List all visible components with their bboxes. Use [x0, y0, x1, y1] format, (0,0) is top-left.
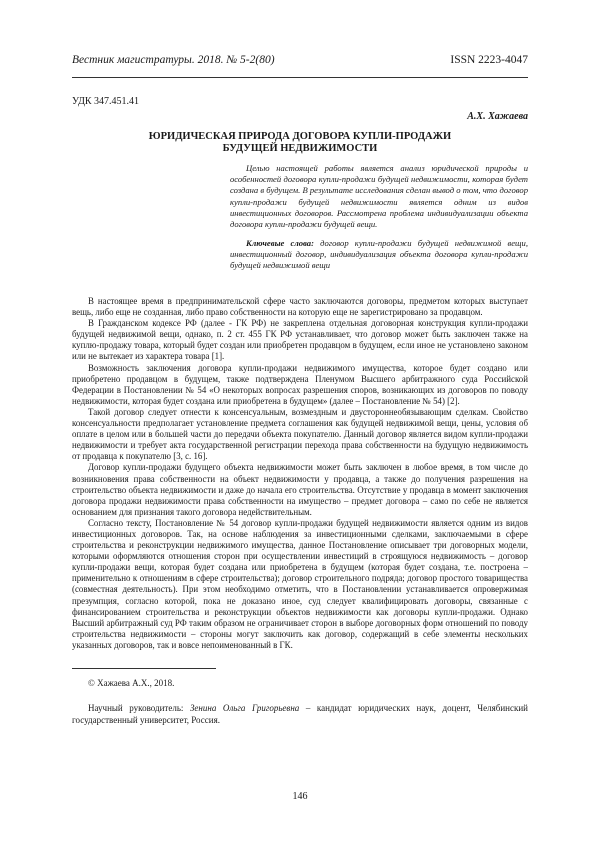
abstract: Целью настоящей работы является анализ юридической природы и особенностей договора купли-продажи будущей недвижимости, которая будет создана в будущем. В результате исследования сделан вывод о том, что договор купли-продажи будущей недвижимости является одним из видов инвестиционных договоров. Рассмотрена проблема индивидуализации объекта договора купли-продажи будущей вещи. — [230, 163, 528, 230]
journal-name: Вестник магистратуры. 2018. № 5-2(80) — [72, 54, 275, 66]
paragraph: Такой договор следует отнести к консенсуальным, возмездным и двустороннеобязывающим сделкам. Свойство консенсуальности предполагает установление предмета соглашения как будущей недвижимой вещи, цены, условия об оплате в целом или в большей части до передачи объекта покупателю. Данный договор является видом купли-продажи недвижимости и требует акта государственной регистрации перехода права собственности на будущую недвижимость от продавца к покупателю [3, с. 16]. — [72, 406, 528, 462]
header-rule — [72, 77, 528, 78]
advisor-note — [72, 702, 528, 726]
paragraph: В Гражданском кодексе РФ (далее - ГК РФ) не закреплена отдельная договорная конструкция купли-продажи будущей недвижимой вещи, однако, п. 2 ст. 455 ГК РФ устанавливает, что договор может быть заключен также на куплю-продажу товара, который будет создан или приобретен продавцом в будущем, если иное не установлено законом или не вытекает из характера товара [1]. — [72, 318, 528, 362]
article-body — [72, 296, 528, 651]
keywords — [230, 238, 528, 272]
advisor-name: Зенина Ольга Григорьевна — [189, 703, 300, 713]
article-title — [72, 131, 528, 155]
paragraph: Возможность заключения договора купли-продажи недвижимого имущества, которое будет создано или приобретено продавцом в будущем, также подтверждена Пленумом Высшего арбитражного суда Российской Федерации в Постановлении № 54 «О некоторых вопросах разрешения споров, возникающих из договоров по поводу недвижимости, которая будет создана или приобретена в будущем» (далее – Постановление № 54) [2]. — [72, 362, 528, 406]
issn: ISSN 2223-4047 — [450, 54, 528, 66]
paragraph: Согласно тексту, Постановление № 54 договор купли-продажи будущей недвижимости является одним из видов инвестиционных договоров. Так, на основе наблюдения за инвестиционными сделками, заключаемыми в сфере строительства и реконструкции недвижимого имущества, данное Постановление описывает три договорных модели, которыми оформляются отношения сторон при осуществлении инвестиций в строящуюся недвижимость – договор купли-продажи вещи, которая будет создана или приобретена в будущем (которая будет создана, т.е. построена – применительно к отношениям в сфере строительства); договор строительного подряда; договор простого товарищества (совместная деятельность). При этом необходимо отметить, что в Постановлении устанавливается опровержимая презумпция, согласно которой, пока не доказано иное, суд следует квалифицировать договоры, связанные с финансированием строительства и реконструкции объектов недвижимости как договоры купли-продажи. Однако Высший арбитражный суд РФ таким образом не ограничивает сторон в выборе договорных форм отношений по поводу строительства недвижимости – стороны могут заключить как договор, содержащий в себе элементы нескольких указанных договоров, так и вовсе непоименованный в ГК. — [72, 517, 528, 650]
paragraph: В настоящее время в предпринимательской сфере часто заключаются договоры, предметом которых выступает вещь, либо еще не созданная, либо право собственности на которую еще не зарегистрировано за продавцом. — [72, 296, 528, 318]
udk-code: УДК 347.451.41 — [72, 96, 140, 107]
title-line-2: БУДУЩЕЙ НЕДВИЖИМОСТИ — [222, 143, 378, 154]
keywords-label: Ключевые слова: — [246, 238, 314, 248]
author-name: А.Х. Хажаева — [467, 111, 528, 122]
footnote-rule — [72, 668, 216, 669]
running-header — [72, 54, 528, 70]
keywords-text: договор купли-продажи будущей недвижимой вещи, инвестиционный договор, индивидуализация объекта договора купли-продажи будущей недвижимой вещи — [230, 238, 528, 271]
advisor-suffix: – кандидат юридических наук, доцент, Челябинский государственный университет, Россия. — [72, 703, 528, 725]
copyright-note: © Хажаева А.Х., 2018. — [88, 678, 175, 688]
page-number: 146 — [292, 791, 308, 802]
title-line-1: ЮРИДИЧЕСКАЯ ПРИРОДА ДОГОВОРА КУПЛИ-ПРОДАЖИ — [148, 131, 452, 142]
paragraph: Договор купли-продажи будущего объекта недвижимости может быть заключен в любое время, в том числе до возникновения права собственности на объект недвижимости у продавца, а также до получения разрешения на строительство объекта недвижимости и даже до начала его строительства. Отсутствие у продавца в момент заключения договора продажи недвижимости права собственности на имущество – предмет договора – само по себе не является основанием для признания такого договора недействительным. — [72, 462, 528, 517]
advisor-prefix: Научный руководитель: — [88, 703, 190, 713]
